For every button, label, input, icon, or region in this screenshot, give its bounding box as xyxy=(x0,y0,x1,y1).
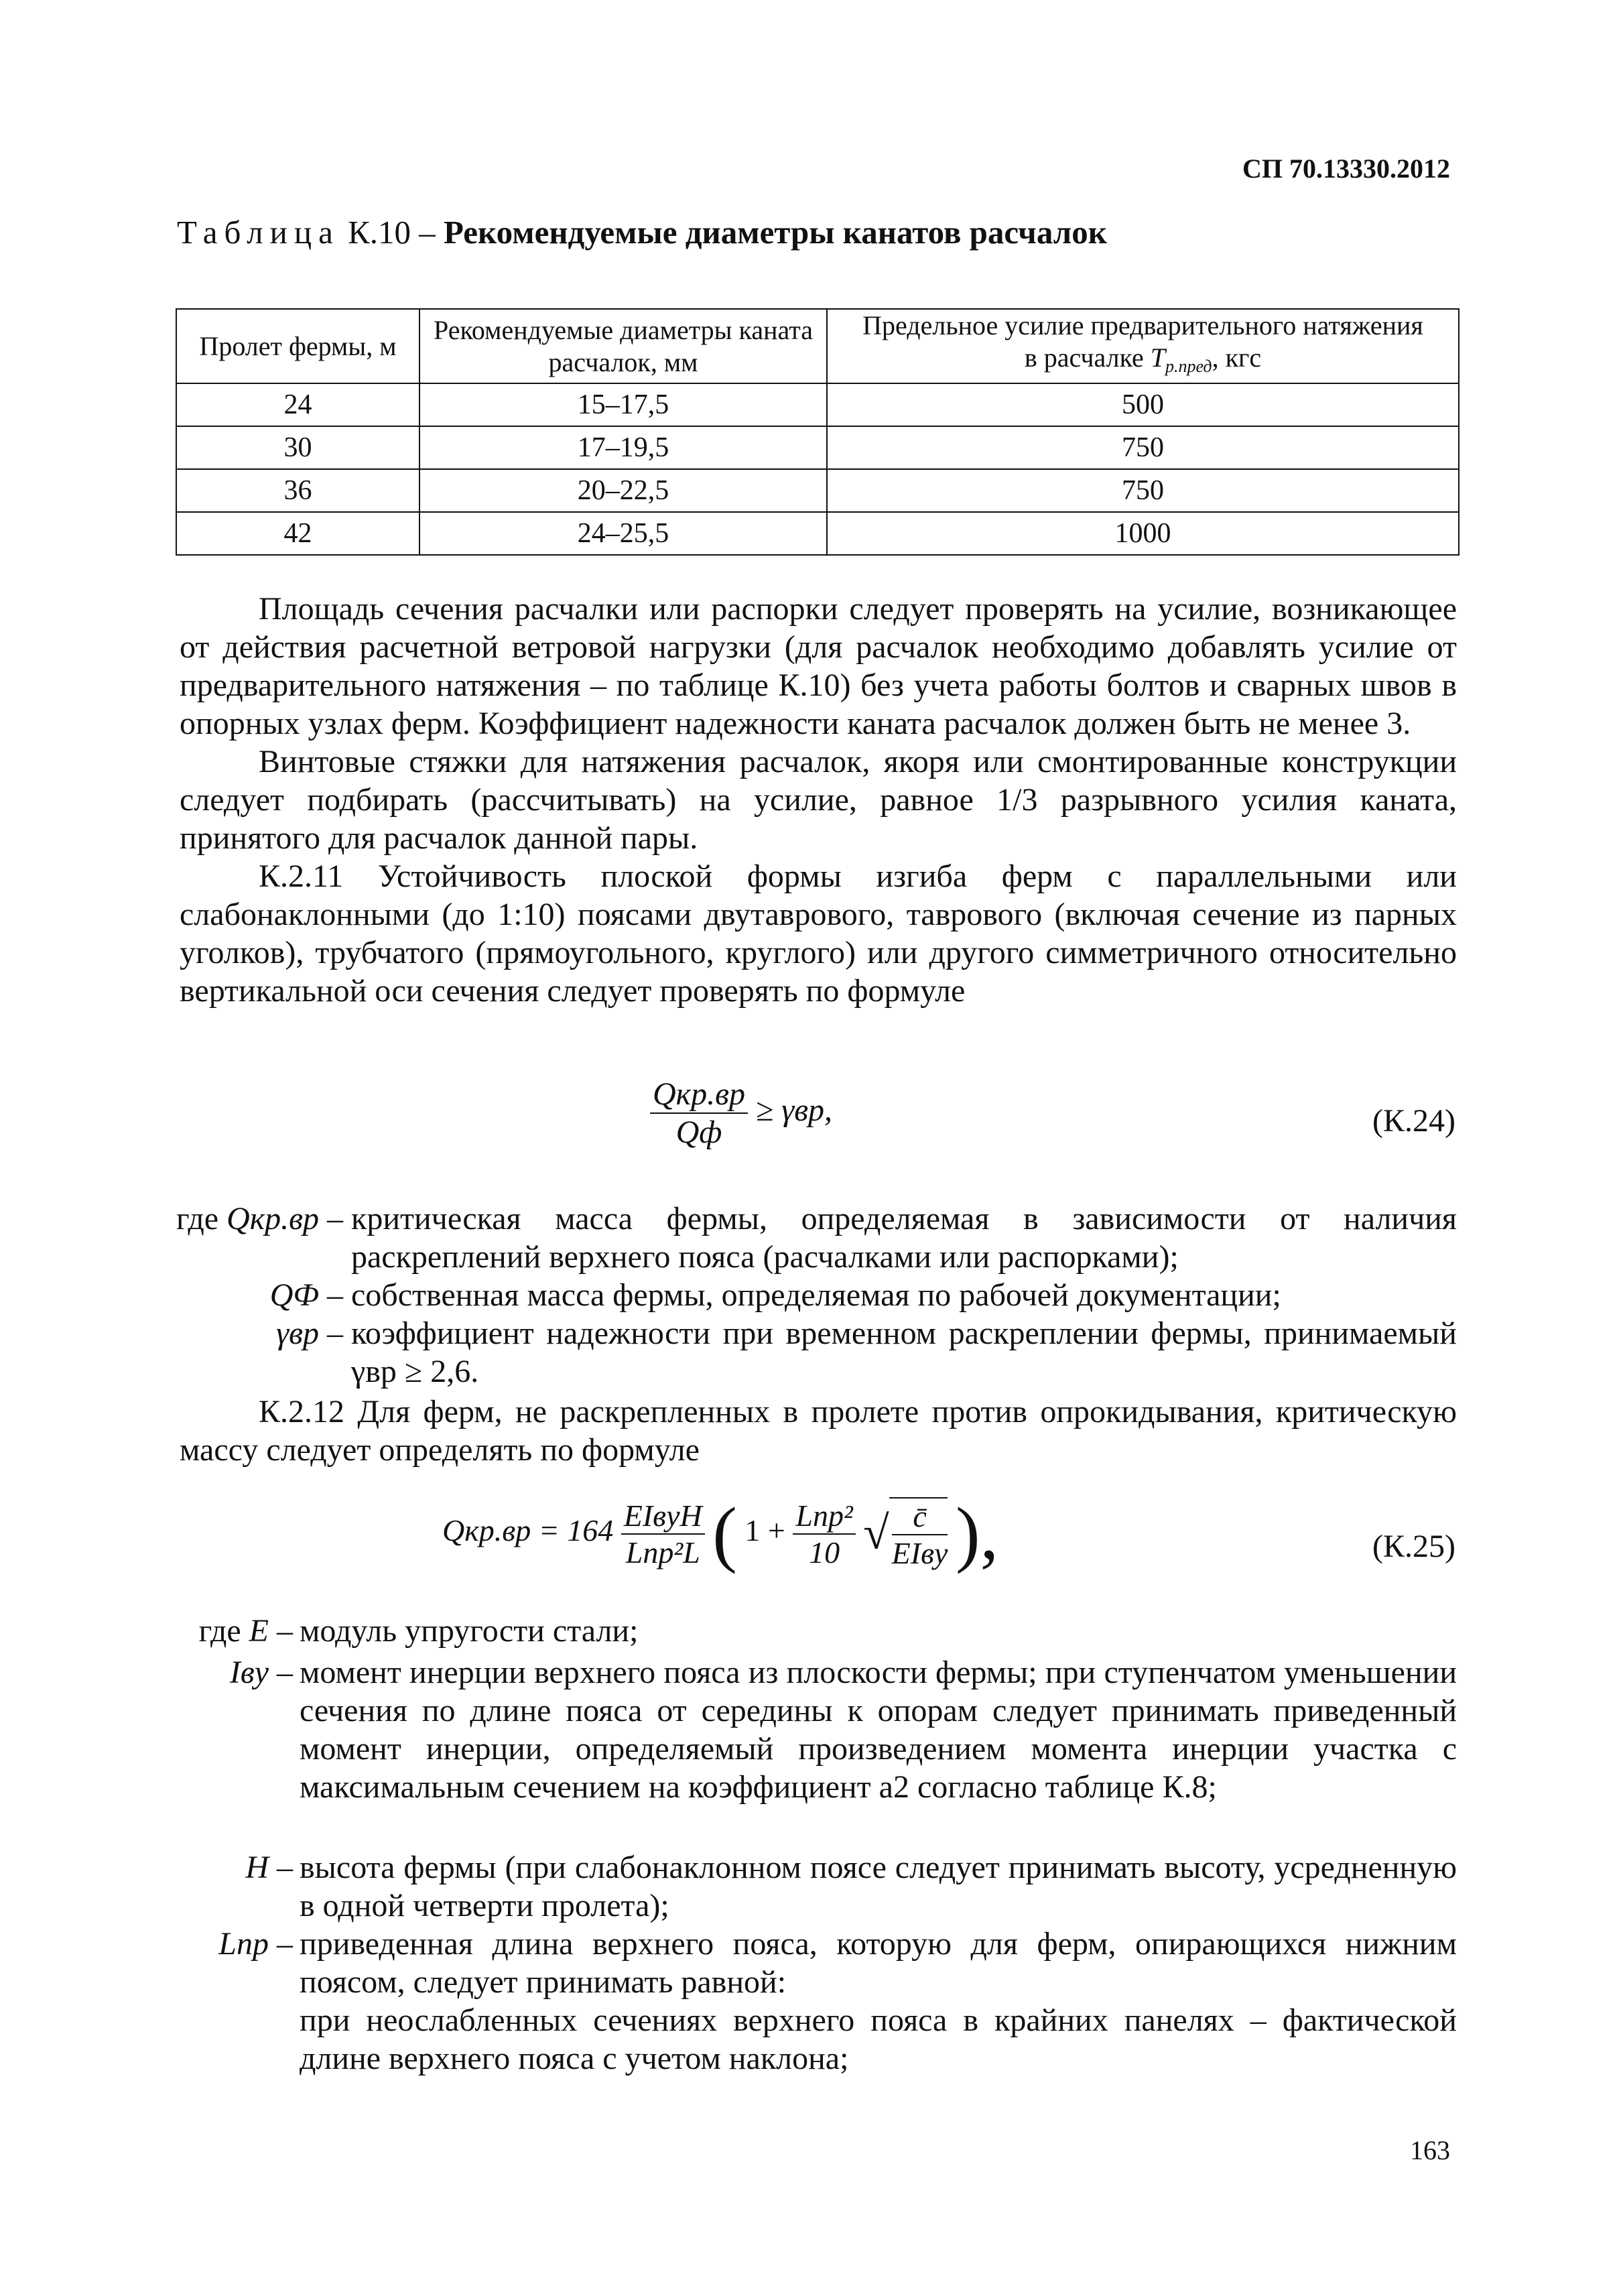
cell-force: 1000 xyxy=(827,512,1459,555)
definition-term: QФ – xyxy=(269,1277,343,1313)
cell-force: 750 xyxy=(827,469,1459,512)
table-title-prefix: Таблица xyxy=(177,214,340,251)
definition-term: Qкр.вр – xyxy=(226,1201,343,1236)
paragraph-turnbuckles-b: разрывного усилия каната, принятого для расчалок данной пары. xyxy=(180,782,1457,856)
cell-span: 24 xyxy=(176,383,419,426)
definition-text: при неослабленных сечениях верхнего пояса в крайних панелях – фактической длине верхнего пояса с учетом наклона; xyxy=(300,2002,1457,2076)
header-force-unit: , кгс xyxy=(1212,342,1262,373)
formula-k24 xyxy=(650,1076,832,1151)
definitions-k25 xyxy=(176,1612,1457,2094)
cell-force: 750 xyxy=(827,426,1459,469)
header-span: Пролет фермы, м xyxy=(176,309,419,383)
table-row xyxy=(176,469,1459,512)
formula-k25-inner-numerator: Lпр² xyxy=(793,1498,855,1535)
header-force-symbol: T xyxy=(1150,342,1166,373)
definition-term: Iву – xyxy=(229,1655,293,1690)
definition-term: γвр – xyxy=(276,1316,343,1351)
equation-number-k24: (К.24) xyxy=(1372,1103,1455,1139)
header-force-line2: в расчалке xyxy=(1024,342,1144,373)
table-title-text: Рекомендуемые диаметры канатов расчалок xyxy=(444,214,1107,251)
formula-k25-denominator: Lпр²L xyxy=(625,1535,700,1570)
cell-diameter: 20–22,5 xyxy=(419,469,827,512)
table-header-row xyxy=(176,309,1459,383)
definition-text: приведенная длина верхнего пояса, которую для ферм, опирающихся нижним поясом, следует принимать равной: xyxy=(300,1926,1457,2000)
body-text-block-1 xyxy=(180,590,1457,1010)
cell-force: 500 xyxy=(827,383,1459,426)
paragraph-turnbuckles xyxy=(180,743,1457,857)
formula-k25-paren-close: ), xyxy=(955,1492,999,1574)
table-row xyxy=(176,426,1459,469)
definition-text: момент инерции верхнего пояса из плоскости фермы; при ступенчатом уменьшении сечения по длине пояса от середины к опорам следует принимать приведенный момент инерции, определяемый произведением момента инерции участка с максимальным сечением на коэффициент a2 согласно таблице К.8; xyxy=(300,1655,1457,1805)
formula-k25-root-denominator: EIву xyxy=(891,1535,948,1570)
definition-text: собственная масса фермы, определяемая по рабочей документации; xyxy=(351,1277,1281,1313)
definition-text: высота фермы (при слабонаклонном поясе следует принимать высоту, усредненную в одной четверти пролета); xyxy=(300,1850,1457,1923)
document-code: СП 70.13330.2012 xyxy=(1242,153,1450,184)
page-number: 163 xyxy=(1410,2135,1450,2165)
fraction-one-third: 1/3 xyxy=(996,782,1038,818)
cell-span: 42 xyxy=(176,512,419,555)
cell-span: 36 xyxy=(176,469,419,512)
definition-text: коэффициент надежности при временном раскреплении фермы, принимаемый γвр ≥ 2,6. xyxy=(351,1316,1457,1389)
definition-term: Lпр – xyxy=(218,1926,293,1962)
cell-diameter: 24–25,5 xyxy=(419,512,827,555)
table-title-number: К.10 – xyxy=(348,214,436,251)
header-force xyxy=(827,309,1459,383)
header-force-sub: р.пред xyxy=(1165,357,1212,376)
table-title xyxy=(177,213,1107,251)
formula-k25-lhs: Qкр.вр = 164 xyxy=(442,1513,614,1548)
definition-term: E – xyxy=(249,1613,293,1649)
equation-number-k25: (К.25) xyxy=(1372,1529,1455,1564)
definitions-k24 xyxy=(176,1200,1457,1401)
formula-k25-inner-denominator: 10 xyxy=(809,1535,840,1570)
formula-k25-root-numerator: c̄ xyxy=(892,1498,948,1535)
formula-k25-numerator: EIвуH xyxy=(621,1498,705,1535)
formula-k24-denominator: Qф xyxy=(675,1114,722,1150)
sqrt-icon: √ xyxy=(863,1507,889,1559)
formula-k24-numerator: Qкр.вр xyxy=(650,1076,748,1114)
header-diameter: Рекомендуемые диаметры каната расчалок, мм xyxy=(419,309,827,383)
formula-k25 xyxy=(442,1491,998,1576)
formula-k25-one-plus: 1 + xyxy=(744,1513,785,1548)
definition-term: H – xyxy=(245,1850,293,1885)
paragraph-cross-section: Площадь сечения расчалки или распорки следует проверять на усилие, возникающее от действия расчетной ветровой нагрузки (для расчалок необходимо добавлять усилие от предварительного натяжения – по таблице К.10) без учета работы болтов и сварных швов в опорных узлах ферм. Коэффициент надежности каната расчалок должен быть не менее 3. xyxy=(180,591,1457,741)
paragraph-k2-11: К.2.11 Устойчивость плоской формы изгиба ферм с параллельными или слабонаклонными (до 1:10) поясами двутаврового, таврового (включая сечение из парных уголков), трубчатого (прямоугольного, круглого) или другого симметричного относительно вертикальной оси сечения следует проверять по формуле xyxy=(180,858,1457,1009)
cell-diameter: 15–17,5 xyxy=(419,383,827,426)
paragraph-turnbuckles-a: Винтовые стяжки для натяжения расчалок, якоря или смонтированные конструкции следует подбирать (рассчитывать) на усилие, равное xyxy=(180,744,1457,818)
rope-diameter-table xyxy=(176,308,1459,556)
definition-lead: где xyxy=(176,1201,219,1236)
table-row xyxy=(176,383,1459,426)
definition-text: критическая масса фермы, определяемая в зависимости от наличия раскреплений верхнего пояса (расчалками или распорками); xyxy=(351,1201,1457,1275)
cell-diameter: 17–19,5 xyxy=(419,426,827,469)
cell-span: 30 xyxy=(176,426,419,469)
header-force-line1: Предельное усилие предварительного натяжения xyxy=(862,310,1423,340)
formula-k25-paren-open: ( xyxy=(712,1492,737,1574)
body-text-block-2 xyxy=(180,1393,1457,1469)
formula-k24-rhs: ≥ γвр, xyxy=(755,1092,833,1129)
paragraph-k2-12: К.2.12 Для ферм, не раскрепленных в пролете против опрокидывания, критическую массу следует определять по формуле xyxy=(180,1394,1457,1468)
definition-text: модуль упругости стали; xyxy=(300,1613,639,1649)
table-row xyxy=(176,512,1459,555)
definition-lead: где xyxy=(198,1613,241,1649)
